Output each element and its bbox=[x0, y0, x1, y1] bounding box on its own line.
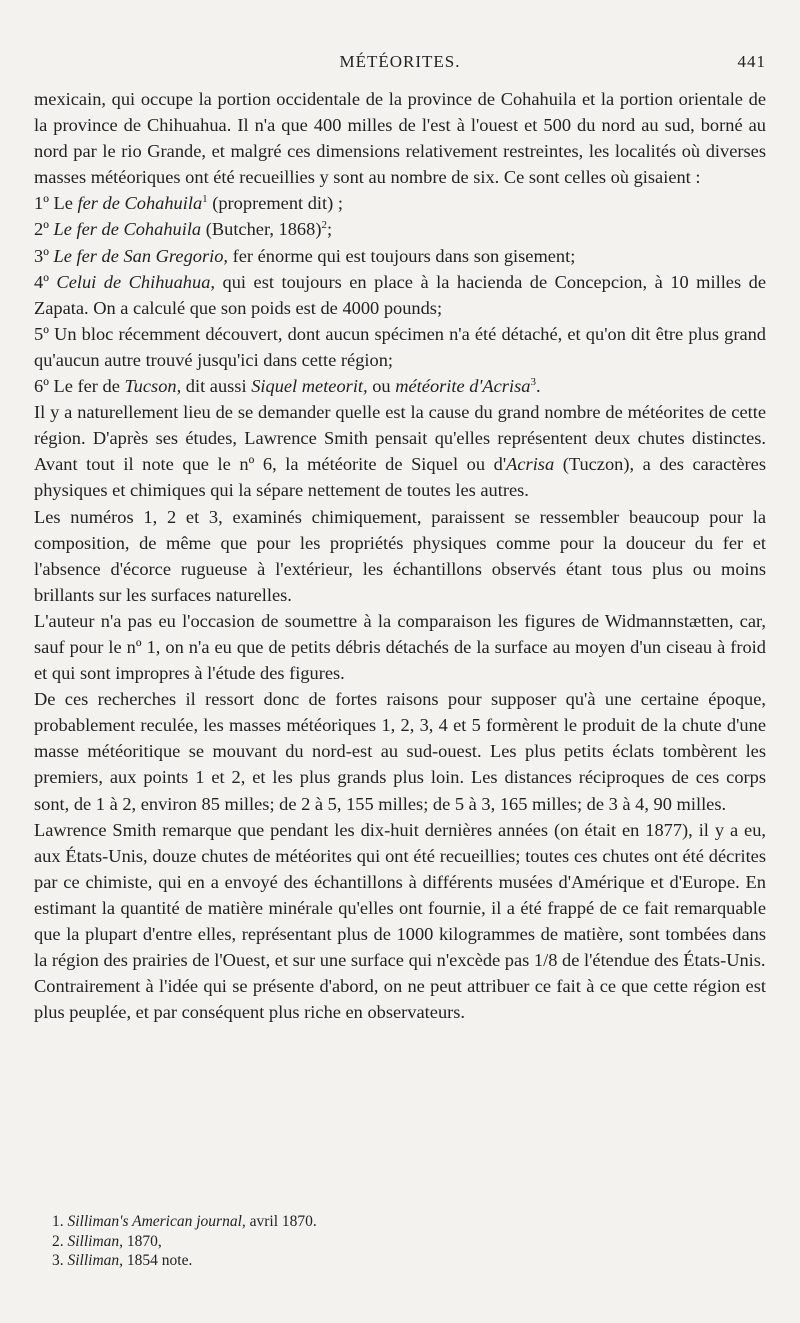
footnote-1: 1. Silliman's American journal, avril 1870. bbox=[52, 1213, 317, 1230]
paragraph-1: mexicain, qui occupe la portion occidentale de la province de Cohahuila et la portion orientale de la province de Chihuahua. Il n'a que 400 milles de l'est à l'ouest et 500 du nord au sud, borné au nord par le rio Grande, et malgré ces dimensions relativement restreintes, les localités où diverses masses météoriques ont été recueillies y sont au nombre de six. Ce sont celles où gisaient : bbox=[34, 89, 766, 188]
list-item-3: 3º Le fer de San Gregorio, fer énorme qui est toujours dans son gisement; bbox=[34, 245, 576, 266]
list-item-2: 2º Le fer de Cohahuila (Butcher, 1868)$^2$; bbox=[34, 219, 333, 240]
footnote-2: 2. Silliman, 1870, bbox=[52, 1232, 162, 1250]
list-item-5: 5º Un bloc récemment découvert, dont aucun spécimen n'a été détaché, et qu'on dit être plus grand qu'aucun autre trouvé jusqu'ici dans cette région; bbox=[34, 323, 766, 370]
footnotes bbox=[52, 1212, 752, 1271]
main-text bbox=[34, 86, 766, 1025]
list-item-1: 1º Le fer de Cohahuila$^1$ (proprement dit) ; bbox=[34, 193, 343, 214]
running-title: MÉTÉORITES. bbox=[339, 52, 461, 71]
page-header bbox=[34, 52, 766, 78]
paragraph-3: Les numéros 1, 2 et 3, examinés chimiquement, paraissent se ressembler beaucoup pour la composition, de même que pour les propriétés physiques comme pour la douceur du fer et l'absence d'écorce rugueuse à l'extérieur, les échantillons observés étant tous plus ou moins brillants sur les surfaces naturelles. bbox=[34, 506, 766, 605]
list-item-6: 6º Le fer de Tucson, dit aussi Siquel meteorit, ou météorite d'Acrisa$^3$. bbox=[34, 375, 541, 397]
list-item-4: 4º Celui de Chihuahua, qui est toujours en place à la hacienda de Concepcion, à 10 milles de Zapata. On a calculé que son poids est de 4000 pounds; bbox=[34, 271, 766, 318]
paragraph-6: Lawrence Smith remarque que pendant les dix-huit dernières années (on était en 1877), il y a eu, aux États-Unis, douze chutes de météorites qui ont été recueillies; toutes ces chutes ont été décrites par ce chimiste, qui en a envoyé des échantillons à différents musées d'Amérique et d'Europe. En estimant la quantité de matière minérale qu'elles ont fournie, il a été frappé de ce fait remarquable que la plupart d'entre elles, représentant plus de 1000 kilogrammes de matière, sont tombées dans la région des prairies de l'Ouest, et sur une surface qui n'excède pas 1/8 de l'étendue des États-Unis. bbox=[34, 819, 766, 971]
page-number: 441 bbox=[737, 52, 766, 71]
paragraph-2: Il y a naturellement lieu de se demander quelle est la cause du grand nombre de météorites de cette région. D'après ses études, Lawrence Smith pensait qu'elles représentent deux chutes distinctes. Avant tout il note que le nº 6, la météorite de Siquel ou d'Acrisa (Tuczon), a des caractères physiques et chimiques qui la sépare nettement de toutes les autres. bbox=[34, 402, 767, 501]
paragraph-5: De ces recherches il ressort donc de fortes raisons pour supposer qu'à une certaine époque, probablement reculée, les masses météoriques 1, 2, 3, 4 et 5 formèrent le produit de la chute d'une masse météoritique se mouvant du nord-est au sud-ouest. Les plus petits éclats tombèrent les premiers, aux points 1 et 2, et les plus grands plus loin. Les distances réciproques de ces corps sont, de 1 à 2, environ 85 milles; de 2 à 5, 155 milles; de 5 à 3, 165 milles; de 3 à 4, 90 milles. bbox=[34, 689, 766, 814]
paragraph-4: L'auteur n'a pas eu l'occasion de soumettre à la comparaison les figures de Widmannstætten, car, sauf pour le nº 1, on n'a eu que de petits débris détachés de la surface au moyen d'un ciseau à froid et qui sont impropres à l'étude des figures. bbox=[34, 610, 766, 684]
paragraph-7: Contrairement à l'idée qui se présente d'abord, on ne peut attribuer ce fait à ce que cette région est plus peuplée, et par conséquent plus riche en observateurs. bbox=[34, 976, 766, 1023]
footnote-3: 3. Silliman, 1854 note. bbox=[52, 1252, 193, 1269]
